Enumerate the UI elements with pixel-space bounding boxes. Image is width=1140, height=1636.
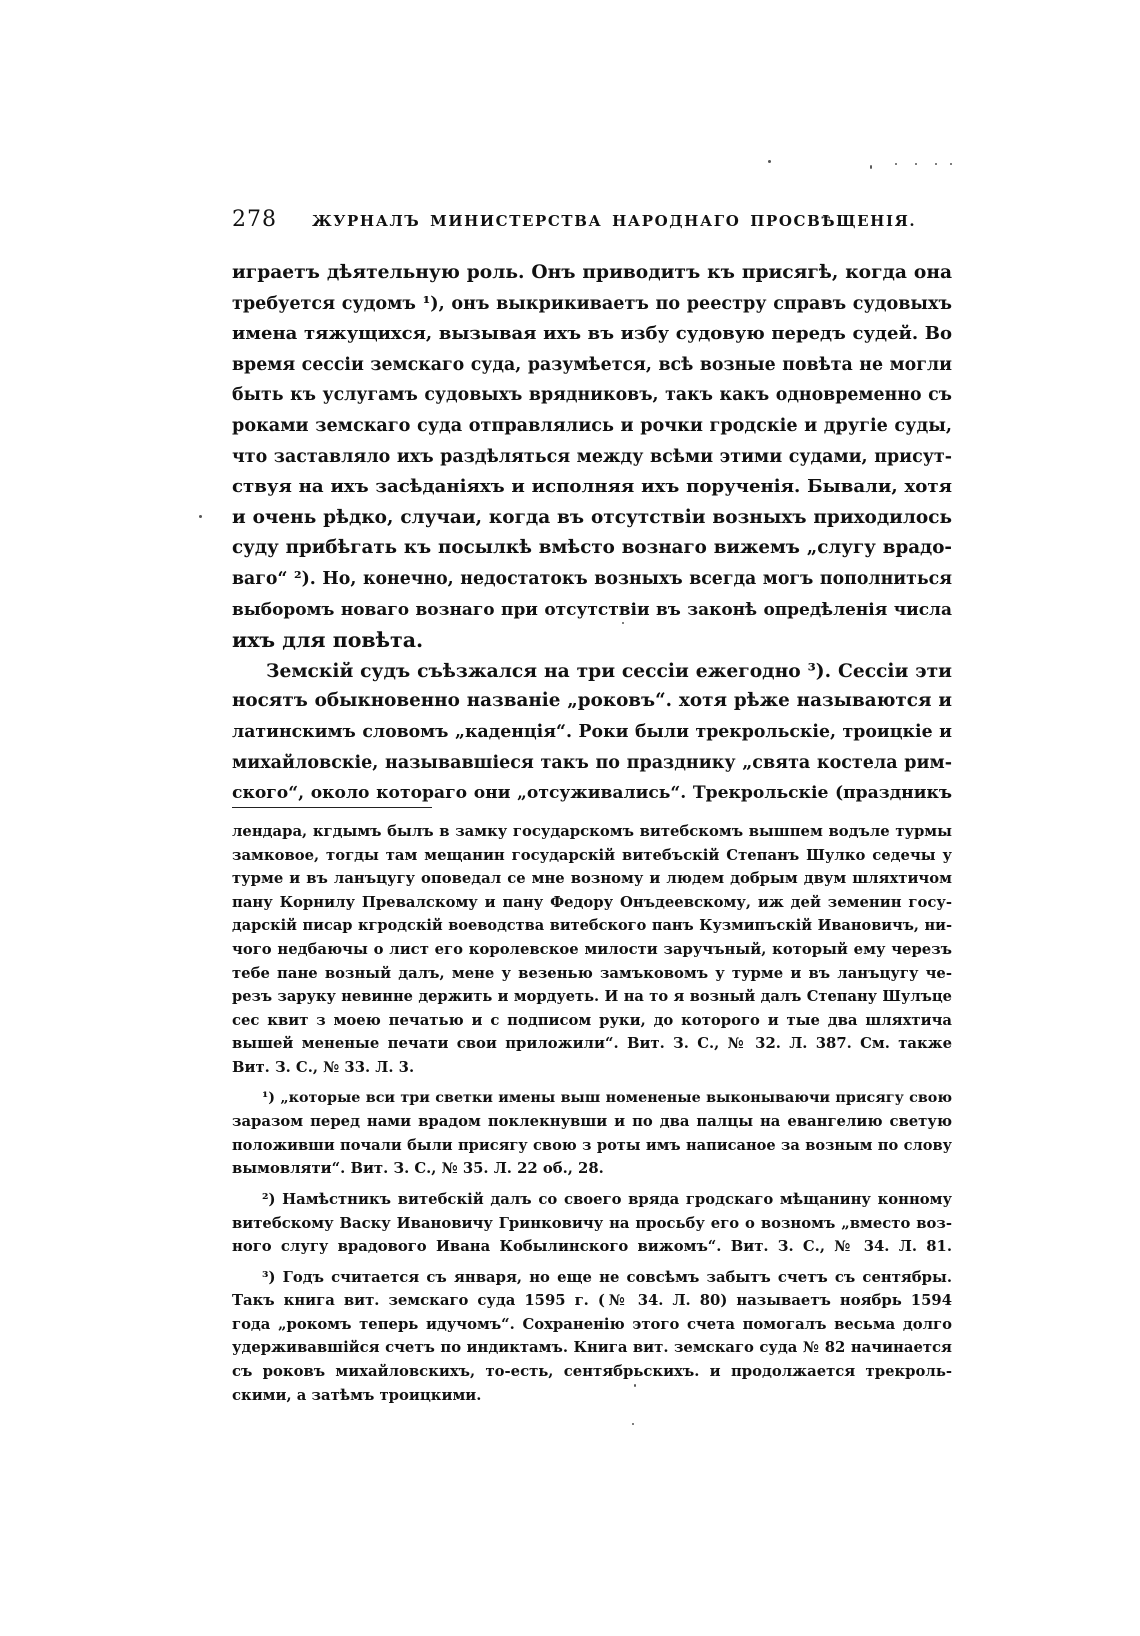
footnote-line: витебскому Васку Ивановичу Гринковичу на просьбу его о возномъ „вместо воз- xyxy=(232,1214,952,1232)
text-line: что заставляло ихъ раздѣляться между всѣми этими судами, присут- xyxy=(232,446,952,467)
text-line: ихъ для повѣта. xyxy=(232,628,424,653)
text-line: Земскій судъ съѣзжался на три сессіи ежегодно ³). Сессіи эти xyxy=(266,659,952,682)
main-text xyxy=(232,258,952,809)
footnote-line: ²) Намѣстникъ витебскій далъ со своего вряда гродскаго мѣщанину конному xyxy=(262,1190,952,1208)
scan-speck xyxy=(870,165,872,169)
footnote-line: турме и въ ланъцугу оповедал се мне возному и людем добрым двум шляхтичом xyxy=(232,870,952,888)
footnote-line: заразом перед нами врадом поклекнувши и по два палцы на евангелию светую xyxy=(232,1113,952,1131)
footnote-line: лендара, кгдымъ былъ в замку государскомъ витебскомъ вышпем водъле турмы xyxy=(232,823,952,840)
text-line: михайловскіе, называвшіеся такъ по празднику „свята костела рим- xyxy=(232,752,952,773)
page-header xyxy=(232,207,952,232)
text-line: ваго“ ²). Но, конечно, недостатокъ возныхъ всегда могъ пополниться xyxy=(232,568,952,589)
scan-speck xyxy=(768,160,771,163)
footnote-line: съ роковъ михайловскихъ, то-есть, сентябрьскихъ. и продолжается трекроль- xyxy=(232,1363,952,1381)
footnote-line: резъ заруку невинне держить и мордуеть. И на то я возный далъ Степану Шулъце xyxy=(232,988,952,1006)
text-line: выборомъ новаго вознаго при отсутствіи въ законѣ опредѣленія числа xyxy=(232,599,952,620)
footnote-line: замковое, тогды там мещанин государскій витебъскій Степанъ Шулко седечы у xyxy=(232,846,952,864)
text-line: латинскимъ словомъ „каденція“. Роки были трекрольскіе, троицкіе и xyxy=(232,721,952,742)
running-title: ЖУРНАЛЪ МИНИСТЕРСТВА НАРОДНАГО ПРОСВѢЩЕНІЯ. xyxy=(312,212,917,230)
text-line: носятъ обыкновенно названіе „роковъ“. хотя рѣже называются и xyxy=(232,690,952,712)
footnote-line: удерживавшійся счетъ по индиктамъ. Книга вит. земскаго суда № 82 начинается xyxy=(232,1339,952,1357)
footnote-1 xyxy=(232,1087,952,1181)
footnote-line: сес квит з моею печатью и с подписом руки, до которого и тые два шляхтича xyxy=(232,1011,952,1029)
scan-speck xyxy=(632,1423,634,1425)
text-line: роками земскаго суда отправлялись и рочки гродскіе и другіе суды, xyxy=(232,414,952,436)
footnote-line: ¹) „которые вси три светки имены выш номененые выконываючи присягу свою xyxy=(262,1089,952,1106)
text-line: ского“, около котораго они „отсуживались“. Трекрольскіе (праздникъ xyxy=(232,783,952,804)
footnote-line: Вит. З. С., № 33. Л. 3. xyxy=(232,1058,415,1076)
scan-speck xyxy=(895,163,897,165)
footnote-line: Такъ книга вит. земскаго суда 1595 г. (№ 34. Л. 80) называетъ ноябрь 1594 xyxy=(232,1292,952,1310)
text-line: и очень рѣдко, случаи, когда въ отсутствіи возныхъ приходилось xyxy=(232,506,952,528)
footnotes xyxy=(232,820,952,1414)
scan-speck xyxy=(935,163,937,165)
footnote-separator xyxy=(232,807,432,808)
footnote-line: ного слугу врадового Ивана Кобылинского вижомъ“. Вит. З. С., № 34. Л. 81. xyxy=(232,1238,952,1256)
text-line: быть къ услугамъ судовыхъ врядниковъ, такъ какъ одновременно съ xyxy=(232,385,952,406)
footnote-line: скими, а затѣмъ троицкими. xyxy=(232,1386,482,1404)
footnote-line: вышей мененые печати свои приложили“. Вит. З. С., № 32. Л. 387. См. также xyxy=(232,1035,952,1053)
footnote-continuation xyxy=(232,820,952,1080)
text-line: требуется судомъ ¹), онъ выкрикиваетъ по реестру справъ судовыхъ xyxy=(232,292,952,314)
footnote-line: положивши почали были присягу свою з роты имъ написаное за возным по слову xyxy=(232,1136,952,1154)
text-line: ствуя на ихъ засѣданіяхъ и исполняя ихъ порученія. Бывали, хотя xyxy=(232,476,952,498)
footnote-2 xyxy=(232,1188,952,1259)
footnote-3 xyxy=(232,1266,952,1408)
scan-speck xyxy=(950,163,952,165)
page-number: 278 xyxy=(232,207,277,232)
scan-speck xyxy=(915,163,917,165)
footnote-line: ³) Годъ считается съ января, но еще не совсѣмъ забытъ счетъ съ сентябры. xyxy=(262,1268,952,1286)
footnote-line: тебе пане возный далъ, мене у везенью замъковомъ у турме и въ ланъцугу че- xyxy=(232,964,952,982)
text-line: имена тяжущихся, вызывая ихъ въ избу судовую передъ судей. Во xyxy=(232,323,952,345)
footnote-line: дарскій писар кгродскій воеводства витебского панъ Кузмипъскій Ивановичъ, ни- xyxy=(232,917,952,935)
text-line: время сессіи земскаго суда, разумѣется, всѣ возные повѣта не могли xyxy=(232,354,952,375)
footnote-line: чого недбаючы о лист его королевское милости заручъный, который ему черезъ xyxy=(232,940,952,958)
footnote-line: вымовляти“. Вит. З. С., № 35. Л. 22 об., 28. xyxy=(232,1160,604,1178)
scan-speck xyxy=(199,515,202,518)
footnote-line: года „рокомъ теперь идучомъ“. Сохраненію этого счета помогалъ весьма долго xyxy=(232,1315,952,1333)
text-line: суду прибѣгать къ посылкѣ вмѣсто вознаго вижемъ „слугу врадо- xyxy=(232,537,952,559)
text-line: играетъ дѣятельную роль. Онъ приводитъ къ присягѣ, когда она xyxy=(232,262,952,283)
footnote-line: пану Корнилу Превалскому и пану Федору Онъдеевскому, иж дей земенин госу- xyxy=(232,893,952,911)
